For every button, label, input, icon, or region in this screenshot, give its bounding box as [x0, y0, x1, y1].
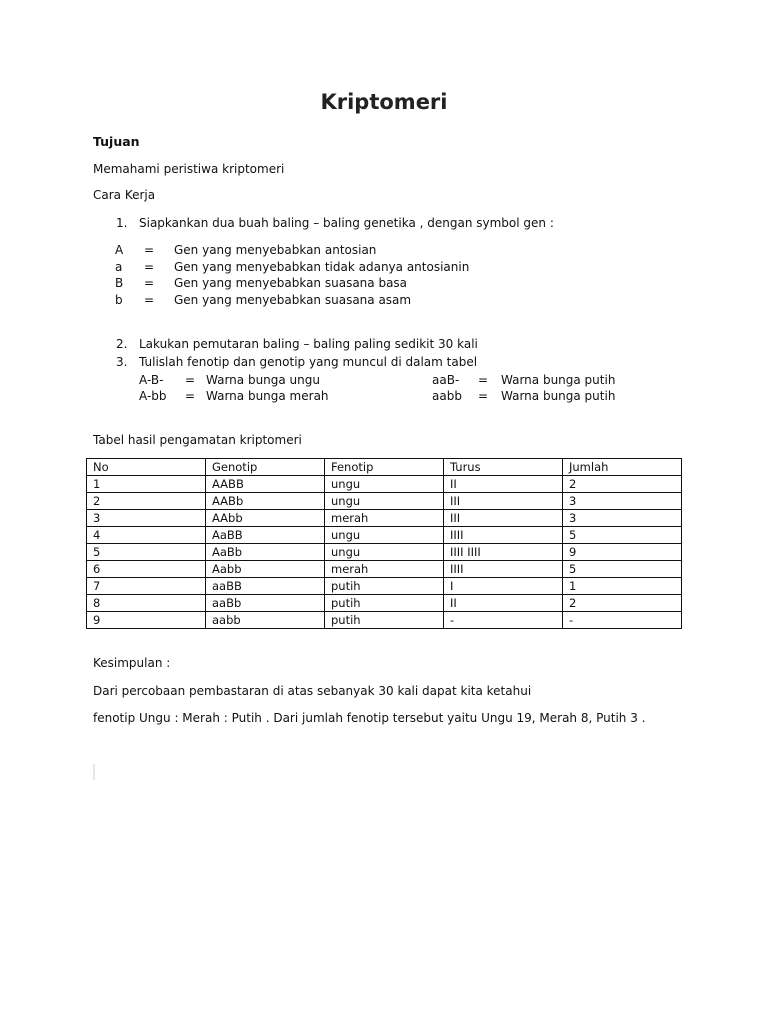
cell-fenotip: putih	[325, 578, 444, 595]
cell-no: 9	[87, 612, 206, 629]
table-row	[87, 493, 682, 510]
cell-fenotip: putih	[325, 595, 444, 612]
cell-jumlah: 2	[563, 595, 682, 612]
gene-description: Gen yang menyebabkan antosian	[174, 243, 377, 257]
cell-turus: I	[444, 578, 563, 595]
text-cursor	[93, 764, 95, 780]
cell-turus: IIII	[444, 527, 563, 544]
equals-sign: =	[185, 389, 196, 403]
equals-sign: =	[478, 373, 489, 387]
tujuan-text: Memahami peristiwa kriptomeri	[93, 162, 285, 176]
cara-kerja-heading: Cara Kerja	[93, 188, 156, 202]
cell-jumlah: 5	[563, 561, 682, 578]
cell-turus: IIII IIII	[444, 544, 563, 561]
cell-genotip: aaBB	[206, 578, 325, 595]
step-text: Lakukan pemutaran baling – baling paling sedikit 30 kali	[139, 337, 478, 351]
observation-table	[86, 458, 682, 629]
header-cell-fenotip: Fenotip	[325, 459, 444, 476]
table-row	[87, 476, 682, 493]
equals-sign: =	[144, 293, 155, 307]
kesimpulan-line: Dari percobaan pembastaran di atas sebanyak 30 kali dapat kita ketahui	[93, 684, 532, 698]
cell-genotip: AABB	[206, 476, 325, 493]
cell-genotip: AABb	[206, 493, 325, 510]
cell-jumlah: -	[563, 612, 682, 629]
cell-jumlah: 3	[563, 510, 682, 527]
gene-symbol: b	[115, 293, 123, 307]
cell-fenotip: ungu	[325, 544, 444, 561]
kesimpulan-line: fenotip Ungu : Merah : Putih . Dari jumlah fenotip tersebut yaitu Ungu 19, Merah 8, Putih 3 .	[93, 711, 646, 725]
cell-turus: II	[444, 595, 563, 612]
step-number: 3.	[116, 355, 128, 369]
equals-sign: =	[185, 373, 196, 387]
cell-jumlah: 1	[563, 578, 682, 595]
gene-description: Gen yang menyebabkan suasana asam	[174, 293, 412, 307]
cell-genotip: AaBB	[206, 527, 325, 544]
cell-no: 8	[87, 595, 206, 612]
table-row	[87, 578, 682, 595]
cell-no: 6	[87, 561, 206, 578]
equals-sign: =	[144, 260, 155, 274]
pair-phenotype: Warna bunga putih	[501, 389, 616, 403]
gene-symbol: A	[115, 243, 124, 257]
cell-no: 5	[87, 544, 206, 561]
pair-phenotype: Warna bunga ungu	[206, 373, 320, 387]
header-cell-turus: Turus	[444, 459, 563, 476]
header-cell-genotip: Genotip	[206, 459, 325, 476]
pair-genotype: aabb	[432, 389, 462, 403]
page-title: Kriptomeri	[320, 90, 448, 114]
gene-description: Gen yang menyebabkan tidak adanya antosianin	[174, 260, 470, 274]
cell-genotip: AaBb	[206, 544, 325, 561]
equals-sign: =	[144, 243, 155, 257]
step-number: 1.	[116, 216, 128, 230]
table-row	[87, 527, 682, 544]
table-row	[87, 561, 682, 578]
pair-phenotype: Warna bunga putih	[501, 373, 616, 387]
equals-sign: =	[144, 276, 155, 290]
cell-fenotip: ungu	[325, 476, 444, 493]
cell-no: 7	[87, 578, 206, 595]
cell-fenotip: merah	[325, 510, 444, 527]
pair-genotype: A-B-	[139, 373, 164, 387]
cell-jumlah: 2	[563, 476, 682, 493]
cell-jumlah: 3	[563, 493, 682, 510]
cell-jumlah: 5	[563, 527, 682, 544]
table-caption: Tabel hasil pengamatan kriptomeri	[93, 433, 302, 447]
cell-turus: III	[444, 510, 563, 527]
table-row	[87, 595, 682, 612]
cell-no: 1	[87, 476, 206, 493]
table-row	[87, 544, 682, 561]
cell-genotip: aaBb	[206, 595, 325, 612]
pair-phenotype: Warna bunga merah	[206, 389, 329, 403]
pair-genotype: A-bb	[139, 389, 167, 403]
cell-turus: IIII	[444, 561, 563, 578]
kesimpulan-heading: Kesimpulan :	[93, 656, 171, 670]
header-cell-no: No	[87, 459, 206, 476]
cell-turus: II	[444, 476, 563, 493]
gene-symbol: B	[115, 276, 124, 290]
cell-turus: -	[444, 612, 563, 629]
pair-genotype: aaB-	[432, 373, 460, 387]
table-row	[87, 510, 682, 527]
cell-no: 4	[87, 527, 206, 544]
table-header-row	[87, 459, 682, 476]
step-text: Siapkankan dua buah baling – baling genetika , dengan symbol gen :	[139, 216, 554, 230]
gene-symbol: a	[115, 260, 123, 274]
cell-fenotip: ungu	[325, 493, 444, 510]
cell-genotip: AAbb	[206, 510, 325, 527]
cell-genotip: Aabb	[206, 561, 325, 578]
cell-no: 2	[87, 493, 206, 510]
equals-sign: =	[478, 389, 489, 403]
table-row	[87, 612, 682, 629]
cell-fenotip: ungu	[325, 527, 444, 544]
cell-turus: III	[444, 493, 563, 510]
gene-description: Gen yang menyebabkan suasana basa	[174, 276, 408, 290]
cell-jumlah: 9	[563, 544, 682, 561]
cell-genotip: aabb	[206, 612, 325, 629]
cell-fenotip: putih	[325, 612, 444, 629]
cell-no: 3	[87, 510, 206, 527]
cell-fenotip: merah	[325, 561, 444, 578]
tujuan-heading: Tujuan	[93, 134, 140, 149]
step-text: Tulislah fenotip dan genotip yang muncul di dalam tabel	[139, 355, 478, 369]
step-number: 2.	[116, 337, 128, 351]
header-cell-jumlah: Jumlah	[563, 459, 682, 476]
